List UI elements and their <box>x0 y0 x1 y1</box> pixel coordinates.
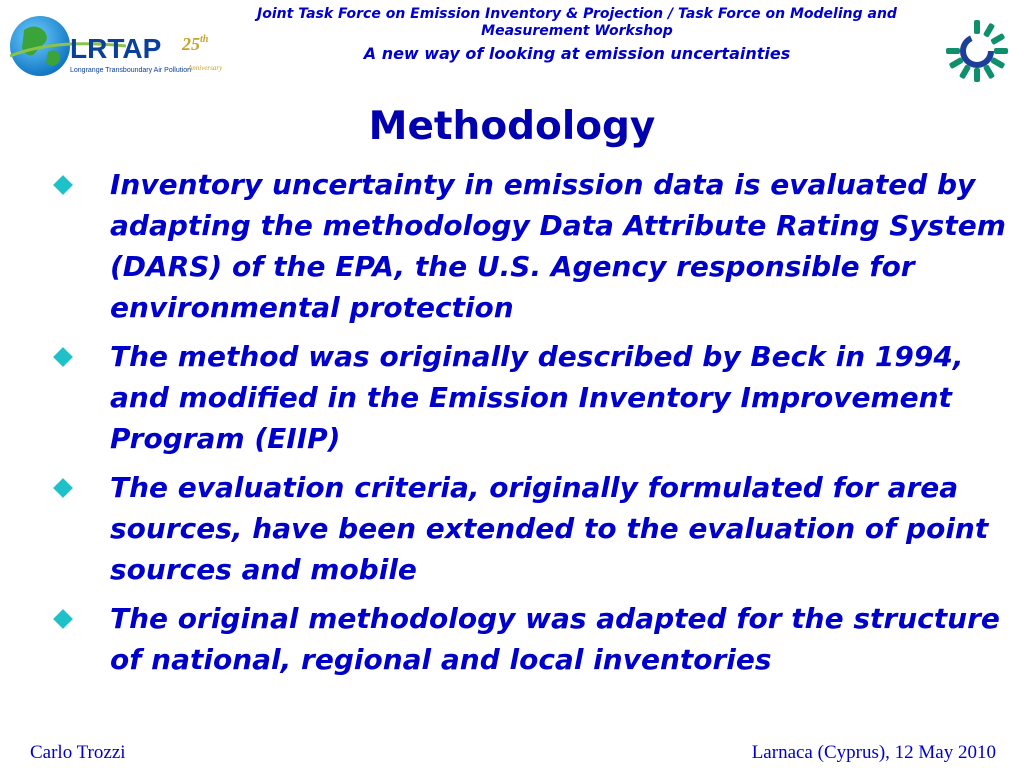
bullet-item <box>48 336 1008 459</box>
workshop-title: Joint Task Force on Emission Inventory & Projection / Task Force on Modeling and Measurement Workshop <box>257 6 897 39</box>
bullet-item <box>48 164 1008 328</box>
bullet-item <box>48 598 1008 680</box>
bullet-text: The evaluation criteria, originally formulated for area sources, have been extended to the evaluation of point sources and mobile <box>110 471 989 586</box>
footer-author: Carlo Trozzi <box>30 742 126 763</box>
diamond-bullet-icon <box>53 478 73 498</box>
bullet-text: Inventory uncertainty in emission data is evaluated by adapting the methodology Data Attribute Rating System (DARS) of the EPA, the U.S. Agency responsible for environmental protection <box>110 168 1006 324</box>
bullet-text: The original methodology was adapted for the structure of national, regional and local inventories <box>110 602 1000 676</box>
svg-text:LRTAP: LRTAP <box>70 33 162 64</box>
svg-text:Longrange Transboundary Air Po: Longrange Transboundary Air Pollution <box>70 67 192 74</box>
diamond-bullet-icon <box>53 347 73 367</box>
bullet-list <box>48 164 1008 688</box>
svg-text:25th: 25th <box>182 34 209 54</box>
workshop-subtitle: A new way of looking at emission uncertainties <box>363 44 791 63</box>
footer-place-date: Larnaca (Cyprus), 12 May 2010 <box>751 742 996 763</box>
bullet-text: The method was originally described by Beck in 1994, and modified in the Emission Inventory Improvement Program (EIIP) <box>110 340 964 455</box>
svg-text:Anniversary: Anniversary <box>188 64 223 72</box>
lrtap-logo <box>6 12 224 82</box>
diamond-bullet-icon <box>53 609 73 629</box>
eea-logo-icon <box>942 18 1012 84</box>
diamond-bullet-icon <box>53 175 73 195</box>
slide-title: Methodology <box>368 104 656 149</box>
workshop-header <box>232 6 922 64</box>
bullet-item <box>48 467 1008 590</box>
